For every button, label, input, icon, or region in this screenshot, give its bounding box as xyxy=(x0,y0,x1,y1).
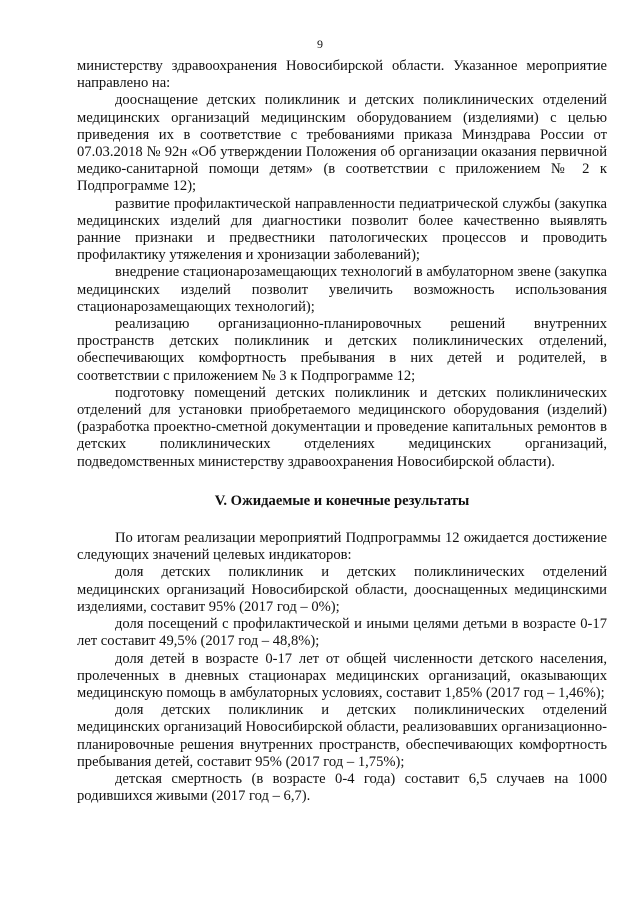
measure-item-prevention: развитие профилактической направленности педиатрической службы (закупка медицинских изделий для диагностики позволит более качественно выявлять ранние признаки и предвестники патологических процессов и проводить профилактику утяжеления и хронизации заболеваний); xyxy=(77,195,607,264)
section2-intro: По итогам реализации мероприятий Подпрограммы 12 ожидается достижение следующих значений целевых индикаторов: xyxy=(77,530,607,564)
measure-item-equipment: дооснащение детских поликлиник и детских поликлинических отделений медицинских организаций медицинским оборудованием (изделиями) с целью приведения их в соответствие с требованиями приказа Минздрава России от 07.03.2018 № 92н «Об утверждении Положения об организации оказания первичной медико-санитарной помощи детям» (в соответствии с приложением № 2 к Подпрограмме 12); xyxy=(77,92,607,195)
indicator-item-comfort-solutions: доля детских поликлиник и детских поликлинических отделений медицинских организаций Новосибирской области, реализовавших организационно-планировочные решения внутренних пространств, обеспечивающих комфортность пребывания детей, составит 95% (2017 год – 1,75%); xyxy=(77,702,607,770)
measure-item-premises-preparation: подготовку помещений детских поликлиник и детских поликлинических отделений для установки приобретаемого медицинского оборудования (изделий) (разработка проектно-сметной документации и проведение капитальных ремонтов в детских поликлинических отделениях медицинских организаций, подведомственных министерству здравоохранения Новосибирской области). xyxy=(77,384,607,470)
section-heading: V. Ожидаемые и конечные результаты xyxy=(214,492,470,509)
page-content xyxy=(77,58,607,805)
section1-intro: министерству здравоохранения Новосибирской области. Указанное мероприятие направлено на: xyxy=(77,58,607,92)
indicator-item-preventive-visits: доля посещений с профилактической и иными целями детьми в возрасте 0-17 лет составит 49,5% (2017 год – 48,8%); xyxy=(77,616,607,650)
page-number: 9 xyxy=(317,37,323,51)
indicator-item-day-hospital: доля детей в возрасте 0-17 лет от общей численности детского населения, пролеченных в дневных стационарах медицинских организаций, оказывающих медицинскую помощь в амбулаторных условиях, составит 1,85% (2017 год – 1,46%); xyxy=(77,650,607,701)
measure-item-planning-solutions: реализацию организационно-планировочных решений внутренних пространств детских поликлиник и детских поликлинических отделений, обеспечивающих комфортность пребывания в них детей и родителей, в соответствии с приложением № 3 к Подпрограмме 12; xyxy=(77,316,607,384)
indicator-item-equipped-share: доля детских поликлиник и детских поликлинических отделений медицинских организаций Новосибирской области, дооснащенных медицинскими изделиями, составит 95% (2017 год – 0%); xyxy=(77,564,607,615)
indicator-item-child-mortality: детская смертность (в возрасте 0-4 года) составит 6,5 случаев на 1000 родившихся живыми (2017 год – 6,7). xyxy=(77,770,607,805)
measure-item-hospital-replacement: внедрение стационарозамещающих технологий в амбулаторном звене (закупка медицинских изделий позволит увеличить возможность использования стационарозамещающих технологий); xyxy=(77,264,607,315)
